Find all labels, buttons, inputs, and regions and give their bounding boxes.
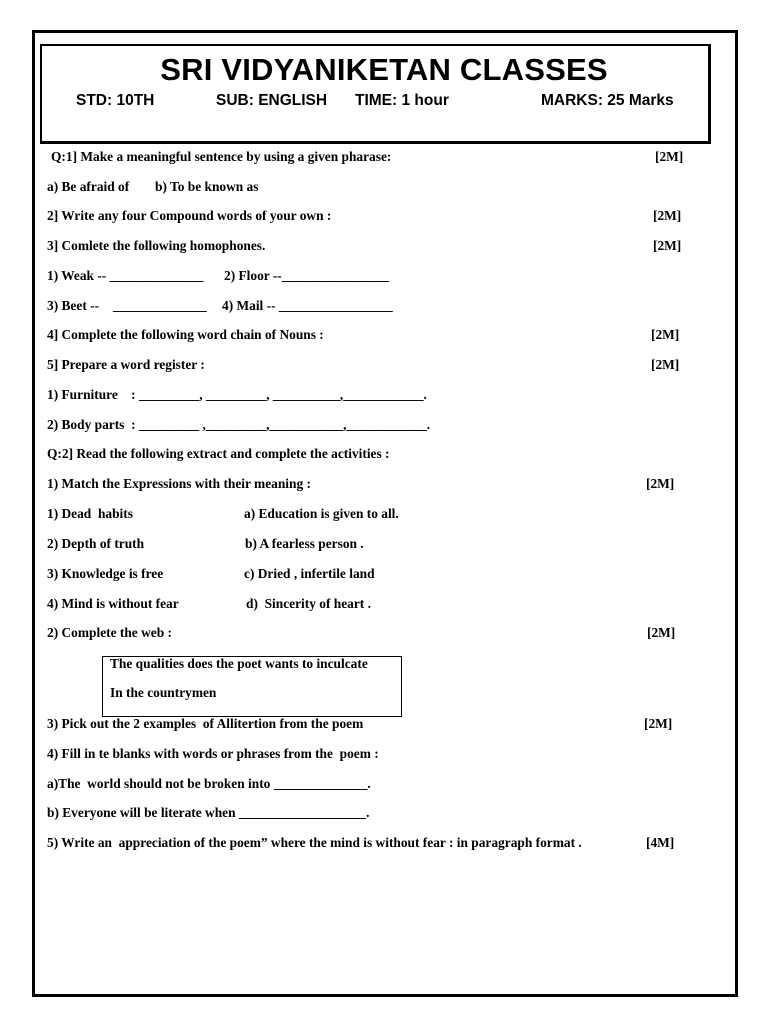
subject-label: SUB: ENGLISH: [216, 92, 328, 109]
std-label: STD: 10TH: [76, 92, 155, 109]
marks-alliteration: [2M]: [644, 716, 673, 731]
page-title: SRI VIDYANIKETAN CLASSES: [160, 52, 608, 87]
marks-q3: [2M]: [653, 238, 682, 253]
time-label: TIME: 1 hour: [355, 92, 449, 109]
marks-q2: [2M]: [653, 208, 682, 223]
fill-blank-b: b) Everyone will be literate when ___________________.: [47, 805, 370, 820]
fill-blank-a: a)The world should not be broken into ______________.: [47, 776, 371, 791]
match-left-1: 1) Dead habits: [47, 506, 133, 521]
phrase-b: b) To be known as: [155, 179, 259, 194]
question-4: 4] Complete the following word chain of Nouns :: [47, 327, 324, 342]
match-question: 1) Match the Expressions with their meaning :: [47, 476, 311, 491]
question-5: 5] Prepare a word register :: [47, 357, 205, 372]
web-box-line-1: The qualities does the poet wants to inculcate: [110, 656, 368, 671]
match-left-2: 2) Depth of truth: [47, 536, 145, 551]
marks-appreciation: [4M]: [646, 835, 675, 850]
web-box-line-2: In the countrymen: [110, 685, 217, 700]
match-right-a: a) Education is given to all.: [244, 506, 399, 521]
section-2-heading: Q:2] Read the following extract and complete the activities :: [47, 446, 390, 461]
question-1: Q:1] Make a meaningful sentence by using a given pharase:: [51, 149, 392, 164]
alliteration-question: 3) Pick out the 2 examples of Allitertion from the poem: [47, 716, 364, 731]
match-right-b: b) A fearless person .: [245, 536, 364, 551]
marks-label: MARKS: 25 Marks: [541, 92, 674, 109]
homophone-1: 1) Weak -- ______________: [47, 268, 204, 283]
fill-blanks-question: 4) Fill in te blanks with words or phrases from the poem :: [47, 746, 379, 761]
marks-q4: [2M]: [651, 327, 680, 342]
register-furniture: 1) Furniture : _________, _________, __________,____________.: [47, 387, 427, 402]
register-body-parts: 2) Body parts : _________ ,_________,___________,____________.: [47, 417, 431, 432]
question-2: 2] Write any four Compound words of your own :: [47, 208, 332, 223]
web-question: 2) Complete the web :: [47, 625, 172, 640]
homophone-2: 2) Floor --________________: [224, 268, 389, 283]
phrase-a: a) Be afraid of: [47, 179, 130, 194]
match-left-3: 3) Knowledge is free: [47, 566, 164, 581]
marks-match: [2M]: [646, 476, 675, 491]
marks-web: [2M]: [647, 625, 676, 640]
match-right-c: c) Dried , infertile land: [244, 566, 375, 581]
match-left-4: 4) Mind is without fear: [47, 596, 179, 611]
marks-q5: [2M]: [651, 357, 680, 372]
question-3: 3] Comlete the following homophones.: [47, 238, 266, 253]
match-right-d: d) Sincerity of heart .: [246, 596, 371, 611]
homophone-3-blank: ______________: [113, 298, 207, 313]
homophone-3: 3) Beet --: [47, 298, 100, 313]
marks-q1: [2M]: [655, 149, 684, 164]
homophone-4: 4) Mail -- _________________: [222, 298, 393, 313]
appreciation-question: 5) Write an appreciation of the poem” where the mind is without fear : in paragraph format .: [47, 835, 582, 850]
